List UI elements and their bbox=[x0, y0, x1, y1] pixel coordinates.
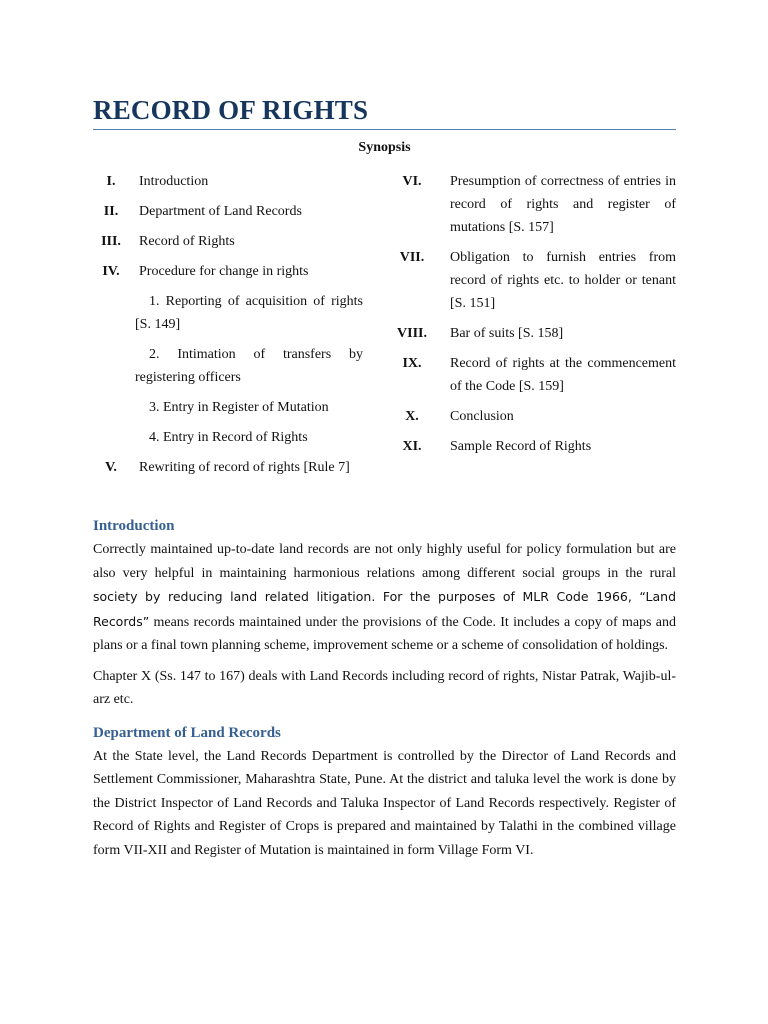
introduction-text-start: Correctly maintained up-to-date land records are not only highly useful for policy formulation but are also very helpful in maintaining harmonious relations among different social groups in the rural bbox=[93, 542, 676, 581]
toc-item-label: Department of Land Records bbox=[139, 204, 302, 219]
synopsis-table-of-contents bbox=[93, 170, 676, 486]
toc-item-number: VIII. bbox=[397, 326, 427, 341]
introduction-text-end: means records maintained under the provisions of the Code. It includes a copy of maps and plans or a final town planning scheme, improvement scheme or a scheme of consolidation of holdings. bbox=[93, 614, 676, 653]
chapter-paragraph: Chapter X (Ss. 147 to 167) deals with Land Records including record of rights, Nistar Patrak, Wajib-ul-arz etc. bbox=[93, 668, 676, 707]
toc-item-number: IX. bbox=[402, 356, 422, 371]
toc-item-label: Record of rights at the commencement of the Code [S. 159] bbox=[450, 356, 676, 394]
toc-item bbox=[93, 260, 363, 283]
toc-item-label: Rewriting of record of rights [Rule 7] bbox=[139, 460, 350, 475]
introduction-heading: Introduction bbox=[93, 518, 175, 534]
toc-item bbox=[93, 170, 363, 193]
toc-sub-item: 2. Intimation of transfers by registering officers bbox=[135, 347, 363, 385]
toc-item-number: X. bbox=[405, 409, 419, 424]
toc-sub-item: 3. Entry in Register of Mutation bbox=[149, 400, 329, 415]
toc-item-label: Bar of suits [S. 158] bbox=[450, 326, 564, 341]
toc-item bbox=[93, 230, 363, 253]
toc-item bbox=[93, 200, 363, 223]
toc-item-number: III. bbox=[101, 234, 121, 249]
toc-item bbox=[390, 405, 676, 428]
toc-item-label: Introduction bbox=[139, 174, 209, 189]
toc-left-column bbox=[93, 170, 363, 486]
department-heading: Department of Land Records bbox=[93, 724, 281, 741]
toc-item bbox=[390, 352, 676, 398]
synopsis-heading: Synopsis bbox=[358, 140, 411, 155]
toc-item-number: IV. bbox=[102, 264, 120, 279]
toc-right-column bbox=[390, 170, 676, 486]
toc-item-number: XI. bbox=[402, 439, 422, 454]
toc-item-label: Record of Rights bbox=[139, 234, 235, 249]
toc-item-label: Procedure for change in rights bbox=[139, 264, 309, 279]
toc-item bbox=[390, 322, 676, 345]
toc-item-label: Sample Record of Rights bbox=[450, 439, 592, 454]
toc-item-label: Presumption of correctness of entries in record of rights and register of mutations [S. 157] bbox=[450, 174, 676, 235]
introduction-text-sans: society by reducing land related litigation. For the purposes of MLR Code 1966, “Land Records” bbox=[93, 589, 676, 629]
toc-item-number: VI. bbox=[402, 174, 422, 189]
toc-item bbox=[390, 170, 676, 239]
toc-item-label: Obligation to furnish entries from record of rights etc. to holder or tenant [S. 151] bbox=[450, 250, 676, 311]
toc-sub-item: 4. Entry in Record of Rights bbox=[149, 430, 308, 445]
toc-item bbox=[390, 435, 676, 458]
toc-item-number: V. bbox=[105, 460, 117, 475]
toc-item-number: II. bbox=[103, 204, 119, 219]
document-title: RECORD OF RIGHTS bbox=[93, 94, 676, 130]
toc-item bbox=[390, 246, 676, 315]
toc-item-label: Conclusion bbox=[450, 409, 514, 424]
introduction-paragraph bbox=[93, 538, 676, 658]
toc-sub-item: 1. Reporting of acquisition of rights [S. 149] bbox=[135, 294, 363, 332]
department-paragraph: At the State level, the Land Records Department is controlled by the Director of Land Records and Settlement Commissioner, Maharashtra State, Pune. At the district and taluka level the work is done by the District Inspector of Land Records and Taluka Inspector of Land Records respectively. Register of Record of Rights and Register of Crops is prepared and maintained by Talathi in the combined village form VII-XII and Register of Mutation is maintained in form Village Form VI. bbox=[93, 748, 676, 858]
toc-item-number: VII. bbox=[399, 250, 425, 265]
toc-item bbox=[93, 456, 363, 479]
toc-item-number: I. bbox=[106, 174, 116, 189]
